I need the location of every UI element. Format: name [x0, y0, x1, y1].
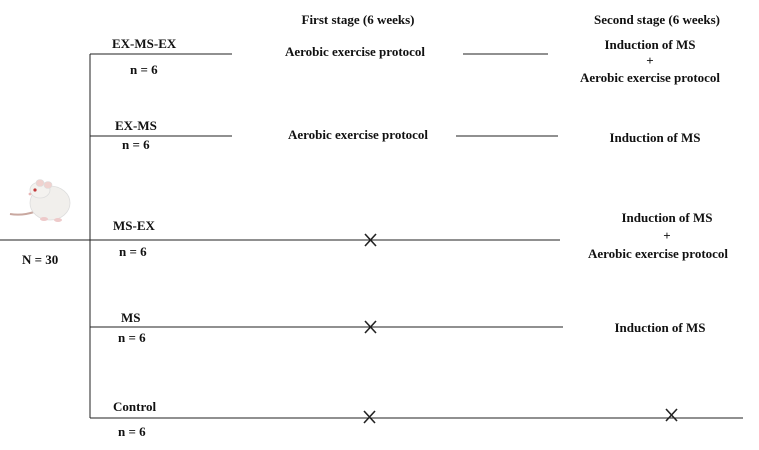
group-name-ex-ms-ex: EX-MS-EX	[112, 36, 177, 51]
group-n-ms-ex: n = 6	[119, 244, 147, 259]
first-stage-ex-ms-ex: Aerobic exercise protocol	[284, 44, 426, 59]
group-n-ex-ms-ex: n = 6	[130, 62, 158, 77]
group-name-ex-ms: EX-MS	[115, 118, 157, 133]
second-stage-ms-ex-line2: Aerobic exercise protocol	[587, 246, 729, 261]
second-stage-ms: Induction of MS	[614, 320, 706, 335]
group-name-ms: MS	[121, 310, 141, 325]
second-stage-ex-ms-ex-line1: Induction of MS	[604, 37, 696, 52]
group-n-ex-ms: n = 6	[122, 137, 150, 152]
cross-mark-control-first	[364, 411, 375, 423]
group-n-control: n = 6	[118, 424, 146, 439]
second-stage-ex-ms-ex-plus: +	[646, 53, 654, 68]
second-stage-ms-ex-line1: Induction of MS	[621, 210, 713, 225]
second-stage-ex-ms: Induction of MS	[609, 130, 701, 145]
group-n-ms: n = 6	[118, 330, 146, 345]
total-count: N = 30	[22, 252, 59, 267]
group-name-ms-ex: MS-EX	[113, 218, 155, 233]
second-stage-ms-ex-plus: +	[663, 228, 671, 243]
second-stage-header: Second stage (6 weeks)	[593, 12, 721, 27]
first-stage-header: First stage (6 weeks)	[301, 12, 415, 27]
group-name-control: Control	[113, 399, 157, 414]
cross-mark-control-second	[666, 409, 677, 421]
first-stage-ex-ms: Aerobic exercise protocol	[287, 127, 429, 142]
second-stage-ex-ms-ex-line2: Aerobic exercise protocol	[579, 70, 721, 85]
rat-icon	[10, 180, 70, 223]
